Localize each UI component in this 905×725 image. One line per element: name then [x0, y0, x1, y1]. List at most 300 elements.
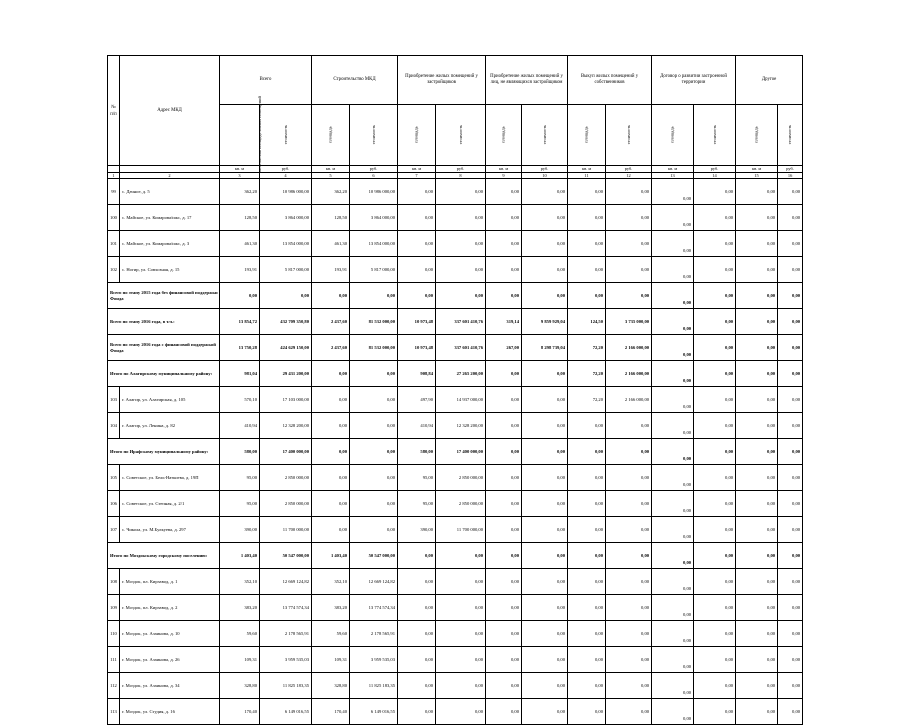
row-value: 0,00 [312, 361, 350, 387]
row-value: 0,00 [652, 179, 694, 205]
row-value: 390,00 [398, 517, 436, 543]
row-value: 0,00 [486, 257, 522, 283]
row-value: 193,91 [312, 257, 350, 283]
row-value: 0,00 [606, 543, 652, 569]
total-label: Всего по этапу 2016 года с финансовой поддержкой Фонда [108, 335, 220, 361]
row-address: г. Алагир, ул. Алагирская, д. 105 [120, 387, 220, 413]
header-subcolumn-label: стоимость [458, 125, 463, 145]
row-value: 0,00 [436, 699, 486, 725]
row-value: 0,00 [436, 283, 486, 309]
row-value: 0,00 [694, 673, 736, 699]
row-value: 0,00 [694, 205, 736, 231]
row-value: 170,40 [220, 699, 260, 725]
row-value: 0,00 [778, 569, 803, 595]
header-subcolumn-label: площадь [584, 126, 589, 144]
row-value: 0,00 [736, 283, 778, 309]
row-address: г. Моздок, ул. Азаинова, д. 26 [120, 647, 220, 673]
row-value: 328,80 [312, 673, 350, 699]
row-value: 10 973,48 [398, 309, 436, 335]
row-value: 0,00 [652, 413, 694, 439]
header-subcolumn [606, 105, 652, 166]
row-value: 0,00 [398, 647, 436, 673]
row-value: 0,00 [522, 283, 568, 309]
row-value: 0,00 [606, 569, 652, 595]
row-value: 2 166 000,00 [606, 387, 652, 413]
row-value: 72,20 [568, 335, 606, 361]
row-value: 2 850 000,00 [260, 465, 312, 491]
row-value: 0,00 [522, 439, 568, 465]
row-value: 11 700 000,00 [260, 517, 312, 543]
row-value: 81 532 000,00 [350, 335, 398, 361]
header-column-number: 1 [108, 173, 120, 179]
header-unit: руб. [778, 166, 803, 173]
row-number: 112 [108, 673, 120, 699]
row-value: 461,30 [220, 231, 260, 257]
row-value: 2 850 000,00 [260, 491, 312, 517]
row-number: 100 [108, 205, 120, 231]
row-number: 105 [108, 465, 120, 491]
header-subcolumn [486, 105, 522, 166]
row-number: 101 [108, 231, 120, 257]
row-value: 29 431 200,00 [260, 361, 312, 387]
row-value: 17 103 000,00 [260, 387, 312, 413]
row-number: 110 [108, 621, 120, 647]
header-subcolumn [522, 105, 568, 166]
table-row [108, 231, 803, 257]
header-subcolumn [694, 105, 736, 166]
row-value: 0,00 [398, 179, 436, 205]
row-value: 362,20 [220, 179, 260, 205]
row-value: 0,00 [778, 179, 803, 205]
row-value: 2 178 565,91 [350, 621, 398, 647]
table-body [108, 56, 803, 725]
row-value: 0,00 [568, 491, 606, 517]
row-value: 319,14 [486, 309, 522, 335]
row-value: 0,00 [736, 517, 778, 543]
row-value: 0,00 [398, 205, 436, 231]
row-value: 1 403,40 [312, 543, 350, 569]
row-number: 104 [108, 413, 120, 439]
row-value: 0,00 [312, 491, 350, 517]
row-value: 0,00 [736, 439, 778, 465]
row-value: 0,00 [652, 569, 694, 595]
row-value: 0,00 [398, 621, 436, 647]
table-row [108, 465, 803, 491]
header-address: Адрес МКД [120, 56, 220, 166]
total-label: Всего по этапу 2016 года, в т.ч.: [108, 309, 220, 335]
row-value: 12 328 200,00 [260, 413, 312, 439]
row-number: 99 [108, 179, 120, 205]
row-value: 95,00 [220, 491, 260, 517]
row-value: 14 937 000,00 [436, 387, 486, 413]
row-value: 981,04 [220, 361, 260, 387]
row-value: 0,00 [522, 387, 568, 413]
resettlement-table [107, 55, 803, 725]
header-group-development-contract: Договор о развитии застроенной территории [652, 56, 736, 105]
header-column-number: 3 [220, 173, 260, 179]
row-value: 12 669 124,82 [260, 569, 312, 595]
row-value: 0,00 [436, 595, 486, 621]
row-value: 0,00 [568, 439, 606, 465]
row-value: 0,00 [606, 179, 652, 205]
row-value: 128,50 [220, 205, 260, 231]
row-value: 8 298 739,04 [522, 335, 568, 361]
row-value: 0,00 [694, 257, 736, 283]
row-value: 2 850 000,00 [436, 491, 486, 517]
row-value: 0,00 [606, 491, 652, 517]
row-value: 0,00 [778, 205, 803, 231]
row-value: 0,00 [778, 595, 803, 621]
row-value: 0,00 [694, 413, 736, 439]
row-value: 0,00 [486, 231, 522, 257]
row-value: 0,00 [486, 387, 522, 413]
row-value: 0,00 [522, 361, 568, 387]
row-value: 0,00 [736, 543, 778, 569]
row-number: 108 [108, 569, 120, 595]
row-value: 0,00 [568, 517, 606, 543]
header-row-units [108, 166, 803, 173]
header-no: № п/п [108, 56, 120, 166]
row-value: 0,00 [778, 309, 803, 335]
row-value: 0,00 [568, 647, 606, 673]
row-value: 0,00 [694, 595, 736, 621]
total-row [108, 283, 803, 309]
row-value: 72,20 [568, 387, 606, 413]
header-unit: руб. [260, 166, 312, 173]
row-value: 410,94 [398, 413, 436, 439]
header-group-other: Другое [736, 56, 803, 105]
row-value: 0,00 [350, 283, 398, 309]
header-column-number: 7 [398, 173, 436, 179]
row-value: 1 403,40 [220, 543, 260, 569]
row-value: 0,00 [312, 439, 350, 465]
row-value: 2 850 000,00 [436, 465, 486, 491]
row-value: 13 774 574,34 [260, 595, 312, 621]
row-value: 0,00 [606, 231, 652, 257]
row-value: 0,00 [652, 231, 694, 257]
row-value: 11 825 183,35 [260, 673, 312, 699]
row-value: 0,00 [606, 673, 652, 699]
row-value: 0,00 [312, 517, 350, 543]
row-value: 0,00 [568, 257, 606, 283]
row-address: г. Моздок, ул. Азаинова, д. 10 [120, 621, 220, 647]
row-value: 0,00 [312, 283, 350, 309]
header-subcolumn [260, 105, 312, 166]
row-value: 13 750,28 [220, 335, 260, 361]
row-value: 0,00 [436, 621, 486, 647]
row-value: 0,00 [486, 543, 522, 569]
row-value: 128,50 [312, 205, 350, 231]
header-subcolumn-label: стоимость [370, 125, 376, 145]
row-value: 0,00 [312, 387, 350, 413]
row-value: 2 178 565,91 [260, 621, 312, 647]
row-value: 0,00 [694, 283, 736, 309]
row-value: 0,00 [694, 647, 736, 673]
row-value: 0,00 [398, 283, 436, 309]
row-value: 0,00 [606, 595, 652, 621]
row-value: 0,00 [652, 205, 694, 231]
row-value: 0,00 [522, 647, 568, 673]
row-value: 570,10 [220, 387, 260, 413]
header-subcolumn [436, 105, 486, 166]
row-value: 352,10 [220, 569, 260, 595]
row-value: 0,00 [436, 569, 486, 595]
row-value: 0,00 [436, 231, 486, 257]
row-value: 0,00 [522, 205, 568, 231]
row-value: 0,00 [606, 283, 652, 309]
header-column-number: 4 [260, 173, 312, 179]
row-value: 0,00 [778, 673, 803, 699]
row-value: 461,30 [312, 231, 350, 257]
header-group-buyout: Выкуп жилых помещений у собственников [568, 56, 652, 105]
table-row [108, 413, 803, 439]
row-value: 0,00 [486, 439, 522, 465]
row-value: 424 629 150,00 [260, 335, 312, 361]
row-value: 0,00 [694, 231, 736, 257]
table-row [108, 647, 803, 673]
row-value: 12 669 124,82 [350, 569, 398, 595]
row-address: г. Моздок, ул. Студия, д. 16 [120, 699, 220, 725]
row-value: 0,00 [652, 283, 694, 309]
row-value: 27 265 200,00 [436, 361, 486, 387]
header-subcolumn [652, 105, 694, 166]
total-label: Итого по Алагирскому муниципальному району: [108, 361, 220, 387]
header-subcolumn [350, 105, 398, 166]
header-unit-empty [108, 166, 120, 173]
row-value: 0,00 [606, 205, 652, 231]
total-label: Всего по этапу 2015 года без финансовой поддержки Фонда [108, 283, 220, 309]
row-value: 0,00 [652, 543, 694, 569]
row-value: 0,00 [652, 673, 694, 699]
row-value: 0,00 [350, 439, 398, 465]
row-value: 0,00 [778, 387, 803, 413]
row-number: 102 [108, 257, 120, 283]
row-value: 0,00 [568, 595, 606, 621]
document-sheet [107, 55, 802, 725]
row-value: 3 959 535,03 [260, 647, 312, 673]
row-address: с. Дачное, д. 5 [120, 179, 220, 205]
row-value: 0,00 [568, 231, 606, 257]
row-value: 50 547 000,00 [350, 543, 398, 569]
row-value: 908,84 [398, 361, 436, 387]
row-value: 0,00 [652, 309, 694, 335]
row-value: 0,00 [694, 179, 736, 205]
header-subcolumn [736, 105, 778, 166]
row-value: 17 400 000,00 [436, 439, 486, 465]
row-value: 0,00 [568, 673, 606, 699]
header-subcolumn-label: стоимость [787, 125, 793, 145]
header-unit-empty [120, 166, 220, 173]
row-value: 109,31 [312, 647, 350, 673]
row-value: 0,00 [522, 621, 568, 647]
row-value: 95,00 [220, 465, 260, 491]
row-value: 0,00 [606, 257, 652, 283]
row-value: 0,00 [260, 283, 312, 309]
row-value: 0,00 [350, 361, 398, 387]
row-value: 0,00 [652, 439, 694, 465]
header-column-number: 15 [736, 173, 778, 179]
row-value: 11 825 183,35 [350, 673, 398, 699]
row-value: 0,00 [522, 465, 568, 491]
row-value: 0,00 [652, 647, 694, 673]
row-value: 2 166 000,00 [606, 335, 652, 361]
row-value: 0,00 [568, 465, 606, 491]
row-value: 0,00 [486, 179, 522, 205]
row-value: 13 774 574,34 [350, 595, 398, 621]
row-value: 0,00 [486, 621, 522, 647]
row-value: 0,00 [436, 543, 486, 569]
table-row [108, 569, 803, 595]
row-value: 0,00 [436, 179, 486, 205]
row-value: 95,00 [398, 491, 436, 517]
row-value: 0,00 [568, 569, 606, 595]
header-subcolumn [778, 105, 803, 166]
header-unit: кв. м [398, 166, 436, 173]
row-value: 0,00 [398, 257, 436, 283]
row-value: 0,00 [568, 543, 606, 569]
header-group-purchase-non-developers: Приобретение жилых помещений у лиц, не являющихся застройщиком [486, 56, 568, 105]
row-value: 109,31 [220, 647, 260, 673]
row-value: 352,10 [312, 569, 350, 595]
row-value: 0,00 [694, 621, 736, 647]
row-value: 0,00 [436, 257, 486, 283]
row-value: 0,00 [778, 699, 803, 725]
row-value: 0,00 [606, 439, 652, 465]
row-value: 267,00 [486, 335, 522, 361]
table-row [108, 491, 803, 517]
header-column-number: 5 [312, 173, 350, 179]
header-unit: руб. [694, 166, 736, 173]
row-value: 3 959 535,03 [350, 647, 398, 673]
row-value: 0,00 [486, 283, 522, 309]
row-value: 580,00 [220, 439, 260, 465]
row-value: 0,00 [350, 517, 398, 543]
row-value: 0,00 [694, 335, 736, 361]
row-value: 0,00 [694, 569, 736, 595]
header-unit: руб. [606, 166, 652, 173]
row-value: 2 166 000,00 [606, 361, 652, 387]
row-value: 0,00 [568, 413, 606, 439]
row-value: 0,00 [736, 231, 778, 257]
header-row-groups [108, 56, 803, 105]
row-value: 337 601 410,76 [436, 309, 486, 335]
header-unit: кв. м [220, 166, 260, 173]
row-value: 0,00 [568, 699, 606, 725]
row-value: 10 986 000,00 [260, 179, 312, 205]
header-unit: кв. м [486, 166, 522, 173]
row-value: 0,00 [652, 621, 694, 647]
total-row [108, 543, 803, 569]
row-value: 0,00 [778, 543, 803, 569]
row-value: 0,00 [778, 361, 803, 387]
row-value: 0,00 [736, 179, 778, 205]
header-unit: руб. [522, 166, 568, 173]
row-value: 0,00 [606, 517, 652, 543]
row-value: 10 973,48 [398, 335, 436, 361]
header-group-purchase-developers: Приобретение жилых помещений у застройщиков [398, 56, 486, 105]
row-value: 0,00 [736, 699, 778, 725]
row-number: 109 [108, 595, 120, 621]
row-number: 103 [108, 387, 120, 413]
row-value: 13 854,72 [220, 309, 260, 335]
row-value: 328,80 [220, 673, 260, 699]
header-subcolumn-label: площадь [327, 126, 333, 144]
row-value: 0,00 [694, 543, 736, 569]
row-address: г. Моздок, пл. Кирзавод, д. 2 [120, 595, 220, 621]
row-value: 0,00 [436, 647, 486, 673]
header-unit: руб. [436, 166, 486, 173]
table-row [108, 621, 803, 647]
row-value: 0,00 [522, 257, 568, 283]
total-row [108, 361, 803, 387]
row-value: 0,00 [486, 413, 522, 439]
row-value: 0,00 [778, 465, 803, 491]
header-subcolumn [312, 105, 350, 166]
row-value: 0,00 [778, 517, 803, 543]
row-value: 9 859 929,04 [522, 309, 568, 335]
header-subcolumn-label: площадь [670, 126, 676, 144]
row-value: 0,00 [652, 387, 694, 413]
total-row [108, 439, 803, 465]
row-value: 0,00 [778, 439, 803, 465]
table-row [108, 699, 803, 725]
row-value: 81 532 000,00 [350, 309, 398, 335]
row-value: 50 547 000,00 [260, 543, 312, 569]
row-value: 0,00 [220, 283, 260, 309]
row-value: 0,00 [486, 205, 522, 231]
row-value: 0,00 [522, 413, 568, 439]
row-value: 580,00 [398, 439, 436, 465]
row-value: 0,00 [606, 621, 652, 647]
row-value: 11 700 000,00 [436, 517, 486, 543]
row-value: 0,00 [736, 647, 778, 673]
header-column-number: 8 [436, 173, 486, 179]
row-value: 0,00 [486, 465, 522, 491]
row-address: г. Моздок, ул. Азаинова, д. 34 [120, 673, 220, 699]
row-value: 3 735 000,00 [606, 309, 652, 335]
row-value: 337 601 410,76 [436, 335, 486, 361]
total-label: Итого по Моздокскому городскому поселению: [108, 543, 220, 569]
header-unit: кв. м [736, 166, 778, 173]
row-value: 0,00 [694, 491, 736, 517]
row-value: 0,00 [436, 205, 486, 231]
header-subcolumn-label: стоимость [282, 125, 288, 145]
row-value: 0,00 [486, 699, 522, 725]
header-group-construction: Строительство МКД [312, 56, 398, 105]
total-label: Итого по Ирафскому муниципальному району: [108, 439, 220, 465]
row-value: 0,00 [736, 205, 778, 231]
row-value: 13 854 000,00 [350, 231, 398, 257]
total-row [108, 309, 803, 335]
row-value: 0,00 [398, 543, 436, 569]
row-value: 0,00 [652, 517, 694, 543]
row-address: с. Советское, ул. Бель-Наткоева, д. 19П [120, 465, 220, 491]
table-row [108, 257, 803, 283]
row-value: 383,20 [312, 595, 350, 621]
row-value: 0,00 [652, 465, 694, 491]
row-value: 2 437,60 [312, 309, 350, 335]
row-value: 0,00 [568, 205, 606, 231]
row-value: 0,00 [778, 231, 803, 257]
header-subcolumn-label: расселяемая площадь жилых помещений [256, 96, 262, 174]
table-row [108, 205, 803, 231]
table-row [108, 595, 803, 621]
header-subcolumn-label: стоимость [626, 125, 631, 145]
row-value: 0,00 [436, 673, 486, 699]
row-value: 0,00 [486, 595, 522, 621]
row-value: 124,50 [568, 309, 606, 335]
row-value: 170,40 [312, 699, 350, 725]
